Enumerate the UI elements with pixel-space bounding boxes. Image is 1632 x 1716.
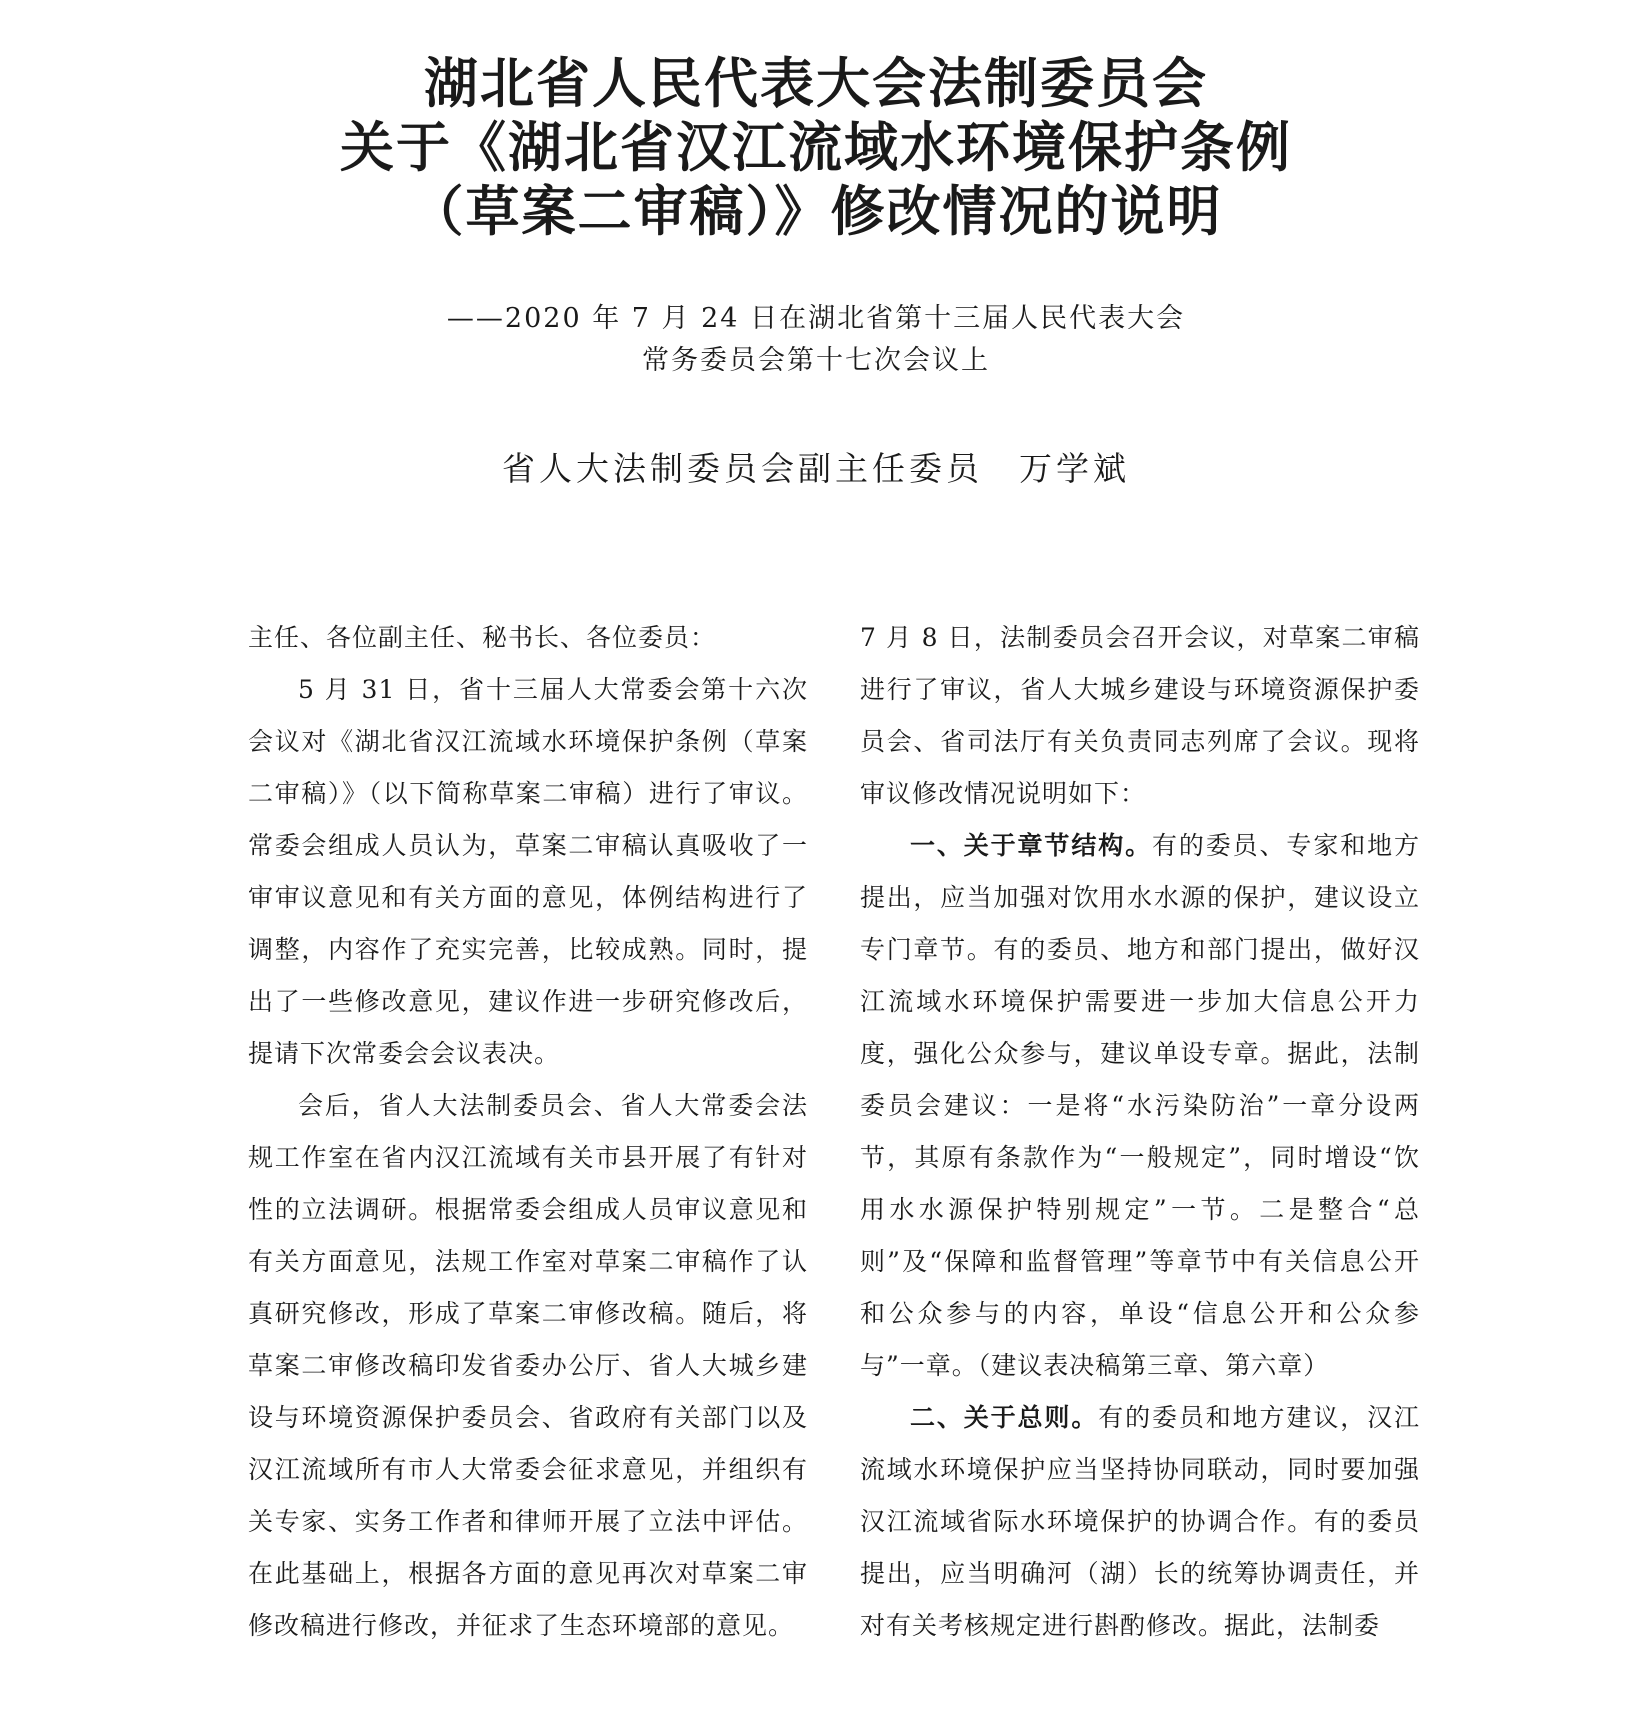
author-name: 万学斌 [1019, 449, 1130, 488]
section-text-general-provisions: 有的委员和地方建议，汉江流域水环境保护应当坚持协同联动，同时要加强汉江流域省际水环境保护的协调合作。有的委员提出，应当明确河（湖）长的统筹协调责任，并对有关考核规定进行斟酌修改。据此，法制委 [860, 1403, 1420, 1640]
paragraph-research-process: 会后，省人大法制委员会、省人大常委会法规工作室在省内汉江流域有关市县开展了有针对性的立法调研。根据常委会组成人员审议意见和有关方面意见，法规工作室对草案二审稿作了认真研究修改，形成了草案二审修改稿。随后，将草案二审修改稿印发省委办公厅、省人大城乡建设与环境资源保护委员会、省政府有关部门以及汉江流域所有市人大常委会征求意见，并组织有关专家、实务工作者和律师开展了立法中评估。在此基础上，根据各方面的意见再次对草案二审修改稿进行修改，并征求了生态环境部的意见。 [248, 1091, 808, 1640]
title-line-2: 关于《湖北省汉江流域水环境保护条例 [340, 116, 1292, 179]
document-subtitle [0, 298, 1632, 382]
body-column-left [248, 612, 808, 1652]
author-role: 省人大法制委员会副主任委员 [502, 449, 983, 488]
paragraph-committee-meeting: 7 月 8 日，法制委员会召开会议，对草案二审稿进行了审议，省人大城乡建设与环境资源保护委员会、省司法厅有关负责同志列席了会议。现将审议修改情况说明如下： [860, 623, 1420, 808]
author-line [0, 445, 1632, 493]
title-line-1: 湖北省人民代表大会法制委员会 [424, 52, 1208, 115]
body-column-right [860, 612, 1420, 1652]
section-heading-chapter-structure: 一、关于章节结构。 [910, 831, 1152, 860]
section-heading-general-provisions: 二、关于总则。 [910, 1403, 1099, 1432]
section-chapter-structure [860, 820, 1420, 1392]
section-text-chapter-structure: 有的委员、专家和地方提出，应当加强对饮用水水源的保护，建议设立专门章节。有的委员、地方和部门提出，做好汉江流域水环境保护需要进一步加大信息公开力度，强化公众参与，建议单设专章。据此，法制委员会建议：一是将“水污染防治”一章分设两节，其原有条款作为“一般规定”，同时增设“饮用水水源保护特别规定”一节。二是整合“总则”及“保障和监督管理”等章节中有关信息公开和公众参与的内容，单设“信息公开和公众参与”一章。（建议表决稿第三章、第六章） [860, 831, 1420, 1380]
subtitle-line-2: 常务委员会第十七次会议上 [642, 345, 990, 376]
document-title [0, 52, 1632, 244]
salutation: 主任、各位副主任、秘书长、各位委员： [248, 623, 717, 652]
paragraph-review-summary: 5 月 31 日，省十三届人大常委会第十六次会议对《湖北省汉江流域水环境保护条例（草案二审稿）》（以下简称草案二审稿）进行了审议。常委会组成人员认为，草案二审稿认真吸收了一审审议意见和有关方面的意见，体例结构进行了调整，内容作了充实完善，比较成熟。同时，提出了一些修改意见，建议作进一步研究修改后，提请下次常委会会议表决。 [248, 675, 808, 1068]
subtitle-line-1: ——2020 年 7 月 24 日在湖北省第十三届人民代表大会 [446, 303, 1186, 334]
section-general-provisions [860, 1392, 1420, 1652]
title-line-3: （草案二审稿）》修改情况的说明 [409, 180, 1223, 243]
